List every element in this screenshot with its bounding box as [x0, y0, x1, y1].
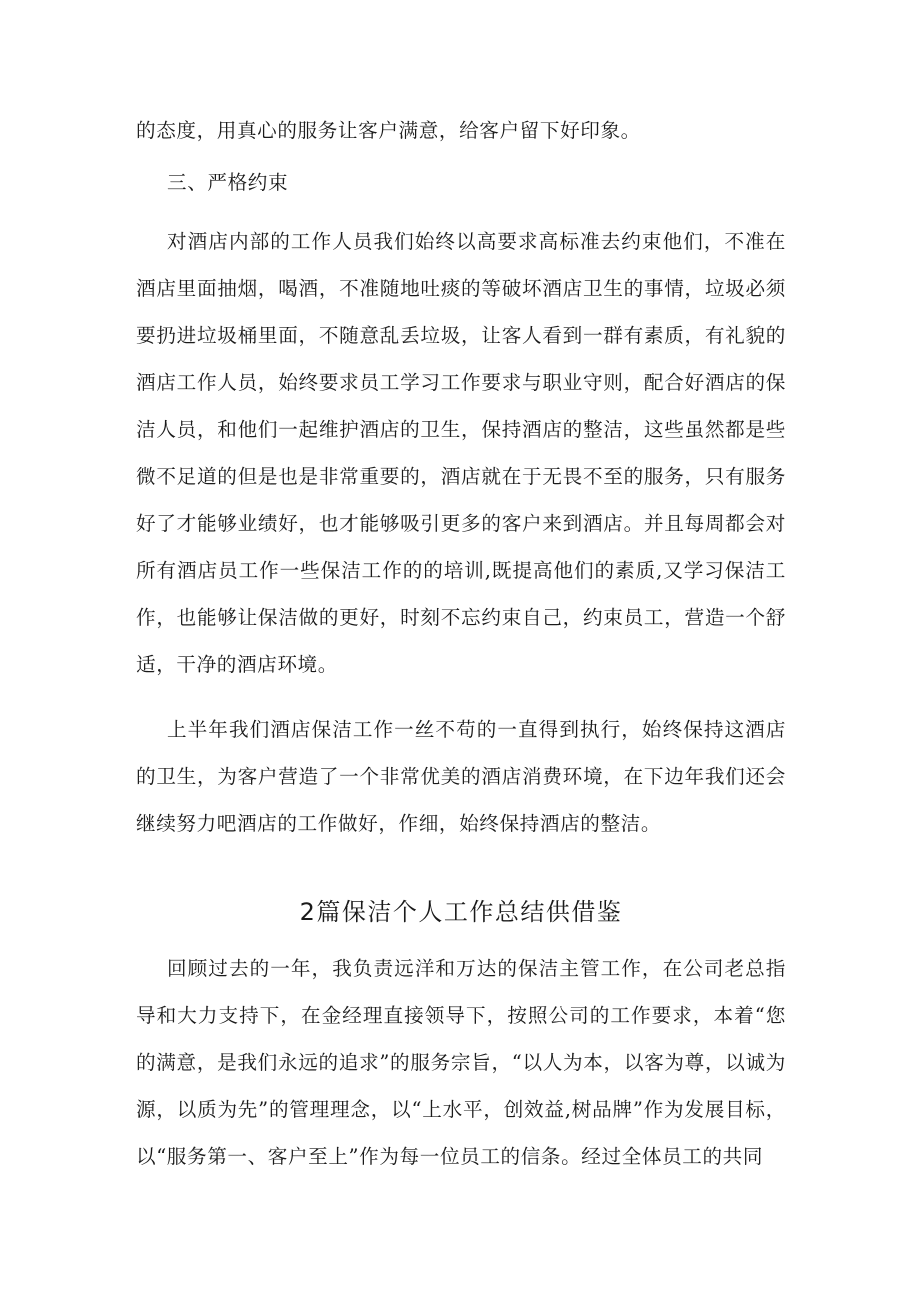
paragraph-continuation: 的态度，用真心的服务让客户满意，给客户留下好印象。: [136, 119, 641, 142]
section-heading: 三、严格约束: [167, 171, 289, 194]
paragraph-half-year-summary: 上半年我们酒店保洁工作一丝不苟的一直得到执行，始终保持这酒店的卫生，为客户营造了一个非常优美的酒店消费环境，在下边年我们还会继续努力吧酒店的工作做好，作细，始终保持酒店的整洁。: [136, 718, 786, 835]
document-title: 2篇保洁个人工作总结供借鉴: [299, 898, 623, 926]
paragraph-strict-constraints: 对酒店内部的工作人员我们始终以高要求高标准去约束他们，不准在酒店里面抽烟，喝酒，不准随地吐痰的等破坏酒店卫生的事情，垃圾必须要扔进垃圾桶里面，不随意乱丢垃圾，让客人看到一群有素质，有礼貌的酒店工作人员，始终要求员工学习工作要求与职业守则，配合好酒店的保洁人员，和他们一起维护酒店的卫生，保持酒店的整洁，这些虽然都是些微不足道的但是也是非常重要的，酒店就在于无畏不至的服务，只有服务好了才能够业绩好，也才能够吸引更多的客户来到酒店。并且每周都会对所有酒店员工作一些保洁工作的的培训,既提高他们的素质,又学习保洁工作，也能够让保洁做的更好，时刻不忘约束自己，约束员工，营造一个舒适，干净的酒店环境。: [136, 230, 786, 676]
paragraph-review: 回顾过去的一年，我负责远洋和万达的保洁主管工作，在公司老总指导和大力支持下，在金经理直接领导下，按照公司的工作要求，本着“您的满意，是我们永远的追求”的服务宗旨，“以人为本，以客为尊，以诚为源，以质为先”的管理理念，以“上水平，创效益,树品牌”作为发展目标，以“服务第一、客户至上”作为每一位员工的信条。经过全体员工的共同: [136, 957, 786, 1168]
